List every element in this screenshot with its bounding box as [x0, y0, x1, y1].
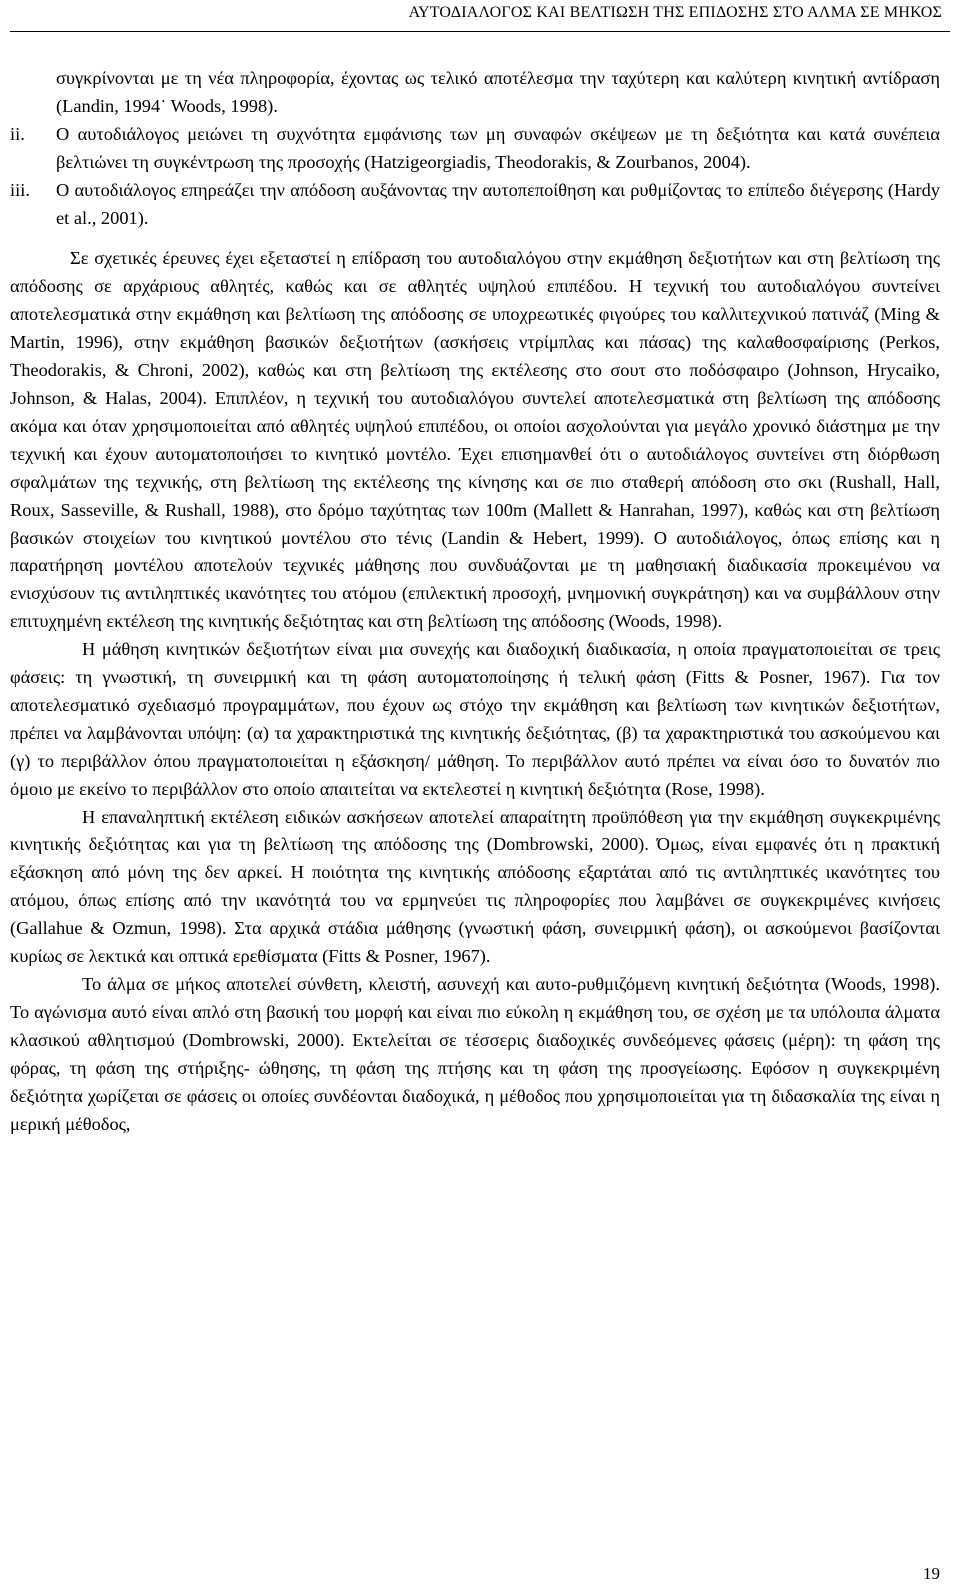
- list-item-number: ii.: [10, 123, 25, 144]
- running-header-title: ΑΥΤΟΔΙΑΛΟΓΟΣ ΚΑΙ ΒΕΛΤΙΩΣΗ ΤΗΣ ΕΠΙΔΟΣΗΣ ΣΤΟ ΑΛΜΑ ΣΕ ΜΗΚΟΣ: [408, 4, 942, 21]
- list-item-text: Ο αυτοδιάλογος μειώνει τη συχνότητα εμφάνισης των μη συναφών σκέψεων με τη δεξιότητα και κατά συνέπεια βελτιώνει τη συγκέντρωση της προσοχής (Hatzigeorgiadis, Theodorakis, & Zourbanos, 2004).: [56, 123, 940, 172]
- page-body: [10, 65, 940, 1138]
- paragraph-motor-learning: Η μάθηση κινητικών δεξιοτήτων είναι μια συνεχής και διαδοχική διαδικασία, η οποία πραγματοποιείται σε τρεις φάσεις: τη γνωστική, τη συνειρμική και τη φάση αυτοματοποίησης ή τελική φάση (Fitts & Posner, 1967). Για τον αποτελεσματικό σχεδιασμό προγραμμάτων, που έχουν ως στόχο την εκμάθηση και βελτίωση των κινητικών δεξιοτήτων, πρέπει να λαμβάνονται υπόψη: (α) τα χαρακτηριστικά της κινητικής δεξιότητας, (β) τα χαρακτηριστικά του ασκούμενου και (γ) το περιβάλλον όπου πραγματοποιείται η εξάσκηση/ μάθηση. Το περιβάλλον αυτό πρέπει να είναι όσο το δυνατόν πιο όμοιο με εκείνο το περιβάλλον στο οποίο απαιτείται να εκτελεστεί η κινητική δεξιότητα (Rose, 1998).: [10, 639, 940, 799]
- list-item-iii: [10, 177, 940, 233]
- paragraph-long-jump: Το άλμα σε μήκος αποτελεί σύνθετη, κλειστή, ασυνεχή και αυτο-ρυθμιζόμενη κινητική δεξιότητα (Woods, 1998). Το αγώνισμα αυτό είναι απλό στη βασική του μορφή και είναι πιο εύκολη η εκμάθηση του, σε σχέση με τα υπόλοιπα άλματα κλασικού αθλητισμού (Dombrowski, 2000). Εκτελείται σε τέσσερις διαδοχικές συνδεόμενες φάσεις (μέρη): τη φάση της φόρας, τη φάση της στήριξης- ώθησης, τη φάση της πτήσης και τη φάση της προσγείωσης. Εφόσον η συγκεκριμένη δεξιότητα χωρίζεται σε φάσεις οι οποίες συνδέονται διαδοχικά, η μέθοδος που χρησιμοποιείται για τη διδασκαλία της είναι η μερική μέθοδος,: [10, 974, 940, 1134]
- paragraph-spacer: [10, 232, 940, 245]
- paragraph-self-talk-research: Σε σχετικές έρευνες έχει εξεταστεί η επίδραση του αυτοδιαλόγου στην εκμάθηση δεξιοτήτων και στη βελτίωση της απόδοσης σε αρχάριους αθλητές, καθώς και σε αθλητές υψηλού επιπέδου. Η τεχνική του αυτοδιαλόγου συντείνει αποτελεσματικά στην εκμάθηση και βελτίωση της απόδοσης σε υποχρεωτικές φιγούρες του καλλιτεχνικού πατινάζ (Ming & Martin, 1996), στην εκμάθηση βασικών δεξιοτήτων (ασκήσεις ντρίμπλας και πάσας) της καλαθοσφαίρισης (Perkos, Theodorakis, & Chroni, 2002), καθώς και στη βελτίωση της εκτέλεσης στο σουτ στο ποδόσφαιρο (Johnson, Hrycaiko, Johnson, & Halas, 2004). Επιπλέον, η τεχνική του αυτοδιαλόγου συντελεί αποτελεσματικά στη βελτίωση της απόδοσης ακόμα και όταν χρησιμοποιείται από αθλητές υψηλού επιπέδου, οι οποίοι ασχολούνται για μεγάλο χρονικό διάστημα με την τεχνική και έχουν αυτοματοποιήσει το κινητικό μοντέλο. Έχει επισημανθεί ότι ο αυτοδιάλογος συντείνει στη διόρθωση σφαλμάτων της τεχνικής, στη βελτίωση της εκτέλεσης της κίνησης και σε πιο σταθερή απόδοση στο σκι (Rushall, Hall, Roux, Sasseville, & Rushall, 1988), στο δρόμο ταχύτητας των 100m (Mallett & Hanrahan, 1997), καθώς και στη βελτίωση βασικών στοιχείων του κινητικού μοντέλου στο τένις (Landin & Hebert, 1999). Ο αυτοδιάλογος, όπως επίσης και η παρατήρηση μοντέλου αποτελούν τεχνικές μάθησης που συνδυάζονται με τη μαθησιακή διαδικασία προκειμένου να ενισχύσουν τις αντιληπτικές ικανότητες του ατόμου (επιλεκτική προσοχή, μνημονική συγκράτηση) και να συμβάλλουν στην επιτυχημένη εκτέλεση της κινητικής δεξιότητας και στη βελτίωση της απόδοσης (Woods, 1998).: [10, 248, 940, 632]
- page-number: 19: [923, 1564, 940, 1583]
- header-rule: [10, 31, 950, 32]
- list-item-number: iii.: [10, 179, 30, 200]
- list-item-continuation: συγκρίνονται με τη νέα πληροφορία, έχοντας ως τελικό αποτέλεσμα την ταχύτερη και καλύτερη κινητική αντίδραση (Landin, 1994˙ Woods, 1998).: [56, 68, 940, 116]
- list-item-text: Ο αυτοδιάλογος επηρεάζει την απόδοση αυξάνοντας την αυτοπεποίθηση και ρυθμίζοντας το επίπεδο διέγερσης (Hardy et al., 2001).: [56, 179, 940, 228]
- list-item-ii: [10, 121, 940, 177]
- paragraph-repetitive-practice: Η επαναληπτική εκτέλεση ειδικών ασκήσεων αποτελεί απαραίτητη προϋπόθεση για την εκμάθηση συγκεκριμένης κινητικής δεξιότητας και για τη βελτίωση της απόδοσης της (Dombrowski, 2000). Όμως, είναι εμφανές ότι η πρακτική εξάσκηση από μόνη της δεν αρκεί. Η ποιότητα της κινητικής απόδοσης εξαρτάται από τις αντιληπτικές ικανότητες του ατόμου, όπως επίσης από την ικανότητά του να ερμηνεύει τις πληροφορίες που λαμβάνει σε συγκεκριμένες κινήσεις (Gallahue & Ozmun, 1998). Στα αρχικά στάδια μάθησης (γνωστική φάση, συνειρμική φάση), οι ασκούμενοι βασίζονται κυρίως σε λεκτικά και οπτικά ερεθίσματα (Fitts & Posner, 1967).: [10, 806, 940, 967]
